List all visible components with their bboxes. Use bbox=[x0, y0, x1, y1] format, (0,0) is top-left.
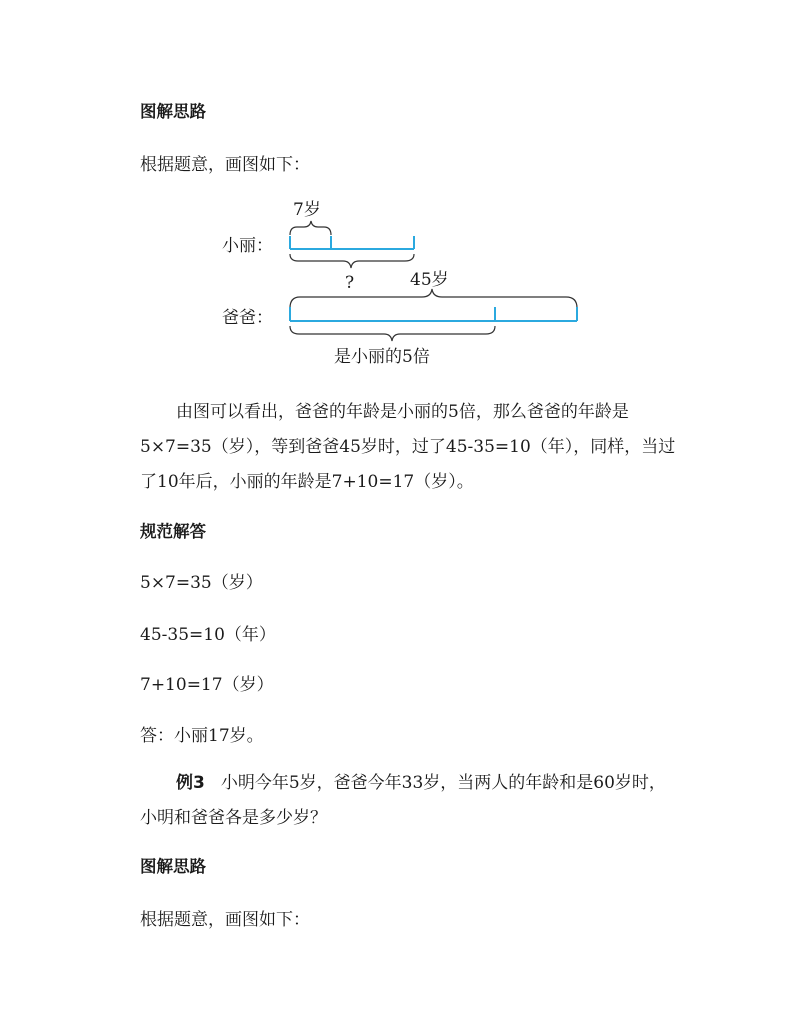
brace-segment-7 bbox=[290, 221, 331, 235]
xiaoli-label: 小丽： bbox=[222, 236, 273, 256]
father-label: 爸爸： bbox=[222, 308, 273, 328]
solution-step-2: 45-35=10（年） bbox=[140, 625, 276, 645]
question-label: ? bbox=[345, 273, 355, 293]
solution-step-1: 5×7=35（岁） bbox=[140, 573, 263, 593]
segment-7-label: 7岁 bbox=[293, 200, 321, 220]
solution-answer: 答：小丽17岁。 bbox=[140, 726, 264, 746]
section-heading-2: 图解思路 bbox=[140, 857, 206, 876]
xiaoli-bar bbox=[290, 236, 414, 249]
brace-multiple bbox=[290, 326, 495, 341]
explanation-paragraph bbox=[140, 395, 680, 500]
solution-step-3: 7+10=17（岁） bbox=[140, 675, 274, 695]
brace-total-45 bbox=[290, 289, 577, 308]
explanation-line-1: 由图可以看出，爸爸的年龄是小丽的5倍，那么爸爸的年龄是 bbox=[176, 402, 629, 422]
line-segment-diagram bbox=[0, 0, 800, 380]
brace-question bbox=[290, 254, 414, 268]
solution-heading: 规范解答 bbox=[140, 522, 206, 541]
father-bar bbox=[290, 307, 577, 321]
total-45-label: 45岁 bbox=[410, 270, 449, 290]
explanation-line-3: 了10年后，小丽的年龄是7+10=17（岁）。 bbox=[140, 472, 474, 492]
multiple-label: 是小丽的5倍 bbox=[334, 347, 430, 367]
diagram-intro-1: 根据题意，画图如下： bbox=[140, 155, 310, 175]
example3-line-2: 小明和爸爸各是多少岁？ bbox=[140, 808, 327, 828]
explanation-line-2: 5×7=35（岁），等到爸爸45岁时，过了45-35=10（年），同样，当过 bbox=[140, 437, 676, 457]
example3-paragraph bbox=[140, 766, 680, 836]
diagram-intro-2: 根据题意，画图如下： bbox=[140, 910, 310, 930]
example3-line-1: 小明今年5岁，爸爸今年33岁，当两人的年龄和是60岁时， bbox=[220, 773, 666, 793]
section-heading-1: 图解思路 bbox=[140, 102, 206, 121]
example3-label: 例3 bbox=[176, 773, 205, 793]
